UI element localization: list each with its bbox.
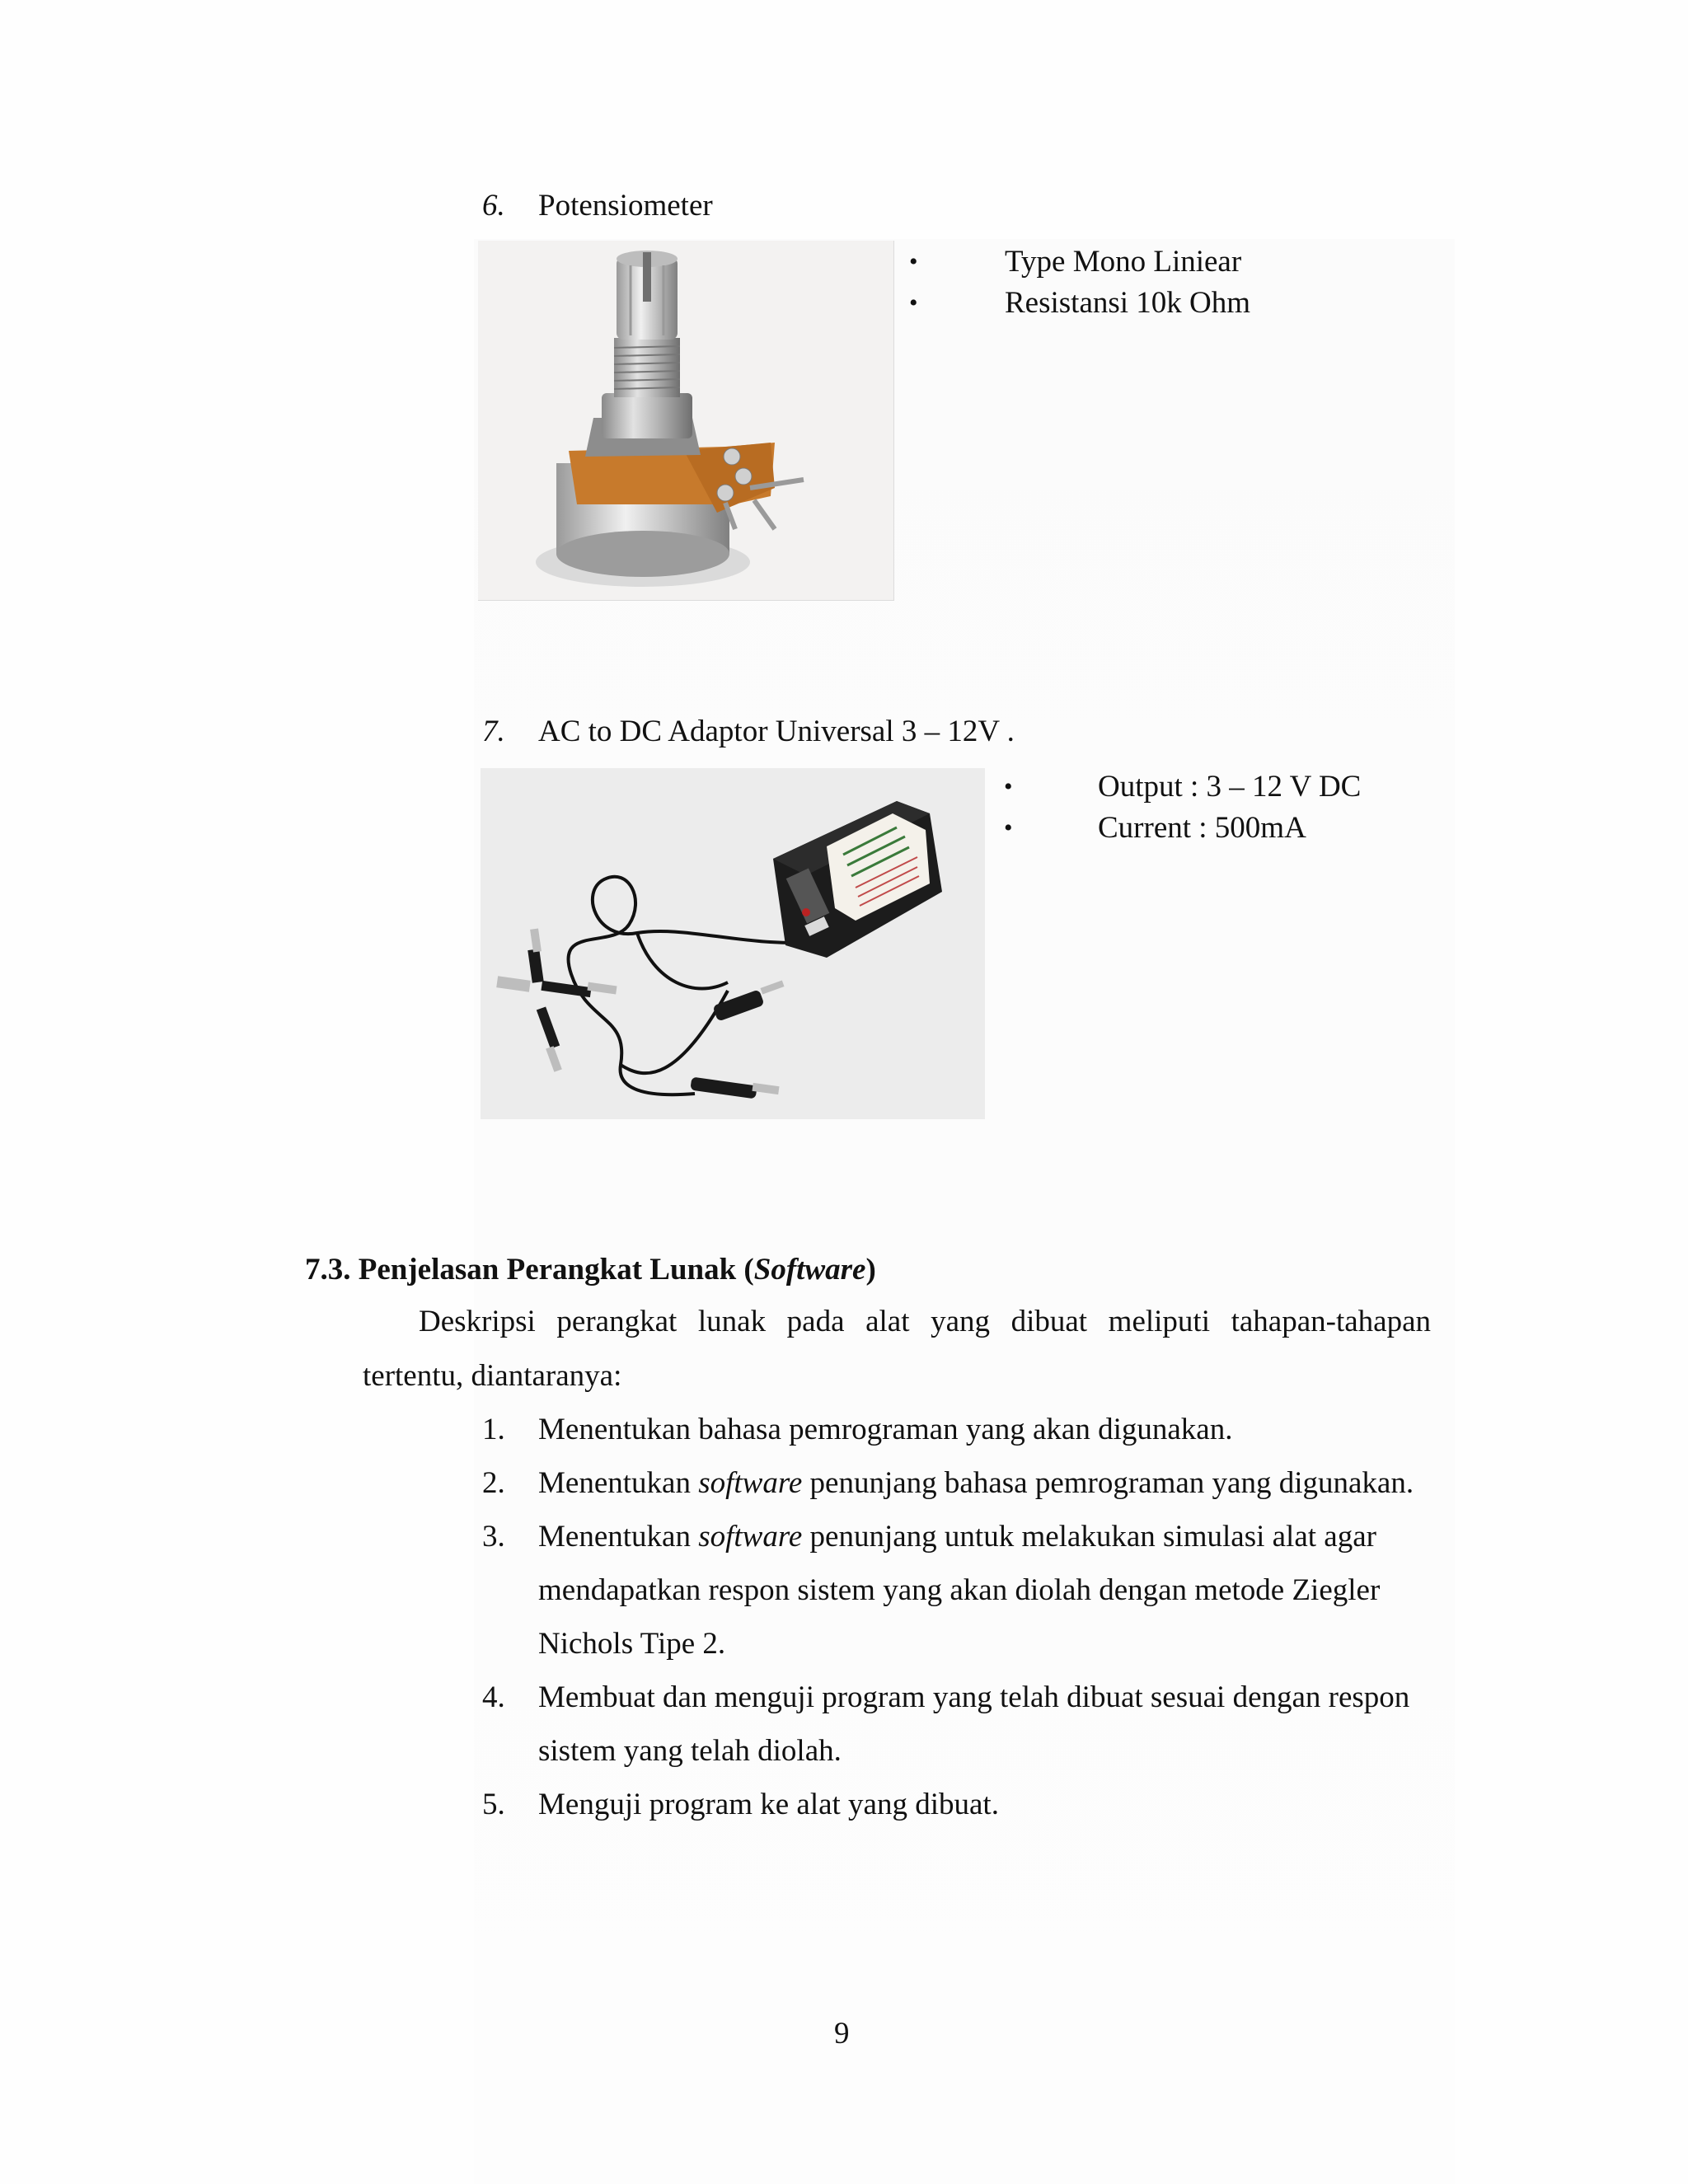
- step-2-text-italic: software: [698, 1466, 803, 1500]
- step-number: 3.: [482, 1520, 505, 1554]
- step-2-text-pre: Menentukan: [538, 1466, 699, 1500]
- step-3-text-pre: Menentukan: [538, 1520, 699, 1554]
- bullet-icon: •: [909, 248, 918, 275]
- section-title-italic: Software: [753, 1253, 866, 1286]
- bullet-icon: •: [1004, 773, 1013, 800]
- item-6-title: Potensiometer: [538, 189, 713, 223]
- step-number: 5.: [482, 1788, 505, 1821]
- step-2-text-post: penunjang bahasa pemrograman yang digunakan.: [802, 1466, 1414, 1500]
- step-number: 2.: [482, 1466, 505, 1500]
- page-number: 9: [834, 2017, 850, 2050]
- item-7-spec-2: Current : 500mA: [1098, 811, 1306, 845]
- step-4-line-1: Membuat dan menguji program yang telah dibuat sesuai dengan respon: [538, 1680, 1410, 1714]
- item-6-spec-1: Type Mono Liniear: [1005, 245, 1242, 279]
- step-3-line-3: Nichols Tipe 2.: [538, 1627, 726, 1661]
- step-3-line-1: [538, 1519, 1376, 1555]
- step-3-text-post: penunjang untuk melakukan simulasi alat agar: [802, 1520, 1376, 1554]
- step-3-line-2: mendapatkan respon sistem yang akan diolah dengan metode Ziegler: [538, 1573, 1381, 1607]
- step-4-line-2: sistem yang telah diolah.: [538, 1734, 842, 1768]
- step-3-text-italic: software: [698, 1520, 803, 1554]
- section-heading: [305, 1252, 876, 1288]
- item-7-spec-1: Output : 3 – 12 V DC: [1098, 770, 1362, 804]
- item-7-number: 7.: [482, 715, 505, 748]
- step-number: 1.: [482, 1413, 505, 1446]
- step-1-line-1: Menentukan bahasa pemrograman yang akan digunakan.: [538, 1413, 1233, 1446]
- section-title-pre: Penjelasan Perangkat Lunak (: [358, 1253, 754, 1286]
- section-title-post: ): [865, 1253, 876, 1286]
- item-7-title: AC to DC Adaptor Universal 3 – 12V .: [538, 715, 1015, 748]
- step-5-line-1: Menguji program ke alat yang dibuat.: [538, 1788, 999, 1821]
- potentiometer-photo: [478, 241, 894, 601]
- item-6-number: 6.: [482, 189, 505, 223]
- intro-line-1: Deskripsi perangkat lunak pada alat yang dibuat meliputi tahapan-tahapan: [419, 1305, 1431, 1338]
- bullet-icon: •: [909, 289, 918, 316]
- section-number: 7.3.: [305, 1253, 351, 1286]
- bullet-icon: •: [1004, 814, 1013, 841]
- item-6-spec-2: Resistansi 10k Ohm: [1005, 286, 1251, 320]
- step-2-line-1: [538, 1465, 1414, 1502]
- ac-dc-adaptor-photo: [481, 768, 985, 1119]
- step-number: 4.: [482, 1680, 505, 1714]
- intro-line-2: tertentu, diantaranya:: [363, 1359, 622, 1393]
